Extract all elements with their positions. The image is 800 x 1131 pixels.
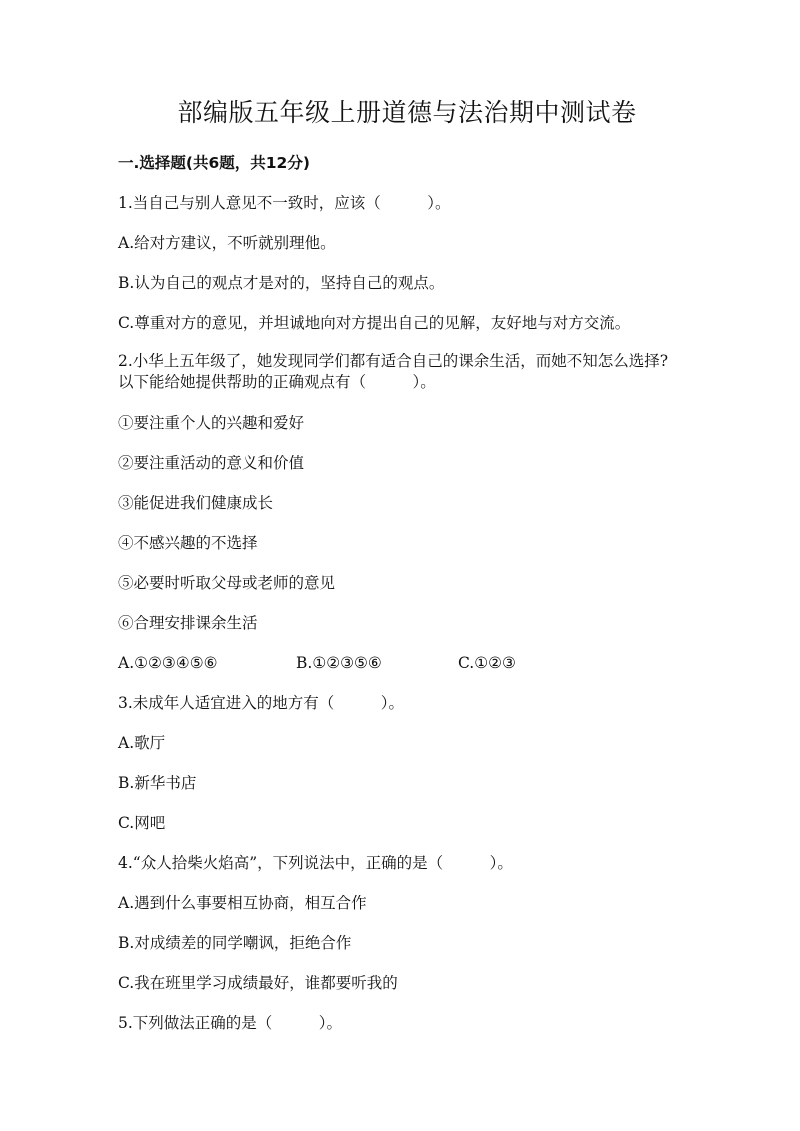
statement-item: ③能促进我们健康成长 xyxy=(118,494,274,512)
exam-title: 部编版五年级上册道德与法治期中测试卷 xyxy=(177,98,637,127)
option-b: B.①②③⑤⑥ xyxy=(296,654,382,672)
question-stem: 2.小华上五年级了，她发现同学们都有适合自己的课余生活，而她不知怎么选择?以下能给她提供帮助的正确观点有（ ）。 xyxy=(118,352,669,391)
option-a: A.①②③④⑤⑥ xyxy=(118,654,218,672)
statement-item: ①要注重个人的兴趣和爱好 xyxy=(118,414,305,432)
section-heading: 一.选择题(共6题，共12分) xyxy=(118,154,310,172)
question-stem: 1.当自己与别人意见不一致时，应该（ ）。 xyxy=(118,194,451,212)
option-a: A.给对方建议，不听就别理他。 xyxy=(118,234,336,252)
question-1 xyxy=(118,191,690,335)
question-stem: 4.“众人拾柴火焰高”，下列说法中，正确的是（ ）。 xyxy=(118,854,513,872)
option-a: A.遇到什么事要相互协商，相互合作 xyxy=(118,894,367,912)
question-2 xyxy=(118,351,690,675)
statement-item: ⑥合理安排课余生活 xyxy=(118,614,258,632)
question-3 xyxy=(118,691,690,835)
question-4 xyxy=(118,851,690,995)
option-b: B.对成绩差的同学嘲讽，拒绝合作 xyxy=(118,934,352,952)
option-c: C.尊重对方的意见，并坦诚地向对方提出自己的见解，友好地与对方交流。 xyxy=(118,314,631,332)
option-a: A.歌厅 xyxy=(118,734,166,752)
option-b: B.认为自己的观点才是对的，坚持自己的观点。 xyxy=(118,274,445,292)
statement-item: ⑤必要时听取父母或老师的意见 xyxy=(118,574,336,592)
option-c: C.网吧 xyxy=(118,814,166,832)
question-stem: 5.下列做法正确的是（ ）。 xyxy=(118,1014,343,1032)
question-5 xyxy=(118,1011,690,1035)
options-row xyxy=(118,651,690,675)
option-b: B.新华书店 xyxy=(118,774,197,792)
question-stem: 3.未成年人适宜进入的地方有（ ）。 xyxy=(118,694,405,712)
statement-item: ④不感兴趣的不选择 xyxy=(118,534,258,552)
option-c: C.①②③ xyxy=(458,654,516,672)
statement-item: ②要注重活动的意义和价值 xyxy=(118,454,305,472)
option-c: C.我在班里学习成绩最好，谁都要听我的 xyxy=(118,974,398,992)
